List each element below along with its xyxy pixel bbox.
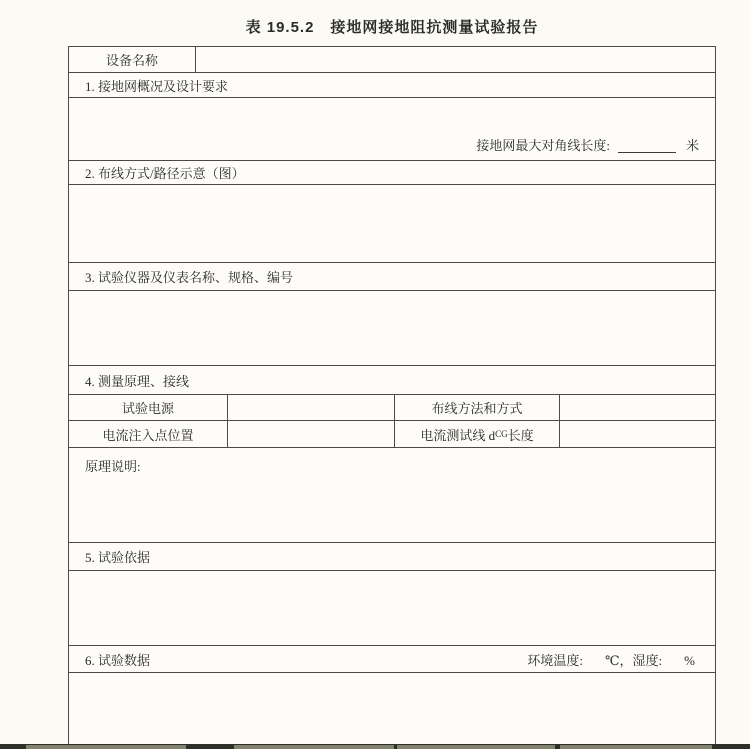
current-test-lead-length-label bbox=[395, 421, 560, 447]
section-6-header: 6. 试验数据 bbox=[85, 652, 151, 668]
current-injection-point-value-cell bbox=[228, 421, 395, 447]
current-test-lead-length-value-cell bbox=[560, 421, 715, 447]
max-diagonal-blank-field bbox=[618, 138, 676, 153]
humidity-unit: % bbox=[684, 652, 695, 668]
section-6-header-row bbox=[69, 646, 715, 673]
scan-strip-segment bbox=[26, 745, 186, 749]
section-1-content-cell bbox=[69, 98, 715, 161]
ambient-temperature-label: 环境温度: bbox=[527, 652, 583, 668]
section-1-header: 1. 接地网概况及设计要求 bbox=[69, 73, 715, 98]
section-3-header: 3. 试验仪器及仪表名称、规格、编号 bbox=[69, 263, 715, 291]
wiring-method-label: 布线方法和方式 bbox=[395, 395, 560, 420]
scan-strip-segment bbox=[397, 745, 555, 749]
section-5-content-cell bbox=[69, 571, 715, 646]
section-4-subrow-1 bbox=[69, 395, 715, 421]
current-test-lead-subscript: CG bbox=[495, 429, 508, 439]
section-6-content-cell bbox=[69, 673, 715, 749]
wiring-method-value-cell bbox=[560, 395, 715, 420]
scan-edge-strip bbox=[0, 744, 750, 749]
test-power-label: 试验电源 bbox=[69, 395, 228, 420]
scan-strip-segment bbox=[560, 745, 712, 749]
section-2-header: 2. 布线方式/路径示意（图） bbox=[69, 161, 715, 185]
principle-explanation-cell bbox=[69, 448, 715, 543]
device-name-value-cell bbox=[196, 47, 715, 72]
page-title: 表 19.5.2 接地网接地阻抗测量试验报告 bbox=[245, 19, 539, 36]
section-2-content-cell bbox=[69, 185, 715, 263]
current-injection-point-label: 电流注入点位置 bbox=[69, 421, 228, 447]
section-5-header: 5. 试验依据 bbox=[69, 543, 715, 571]
principle-explanation-label: 原理说明: bbox=[85, 459, 141, 474]
max-diagonal-line bbox=[476, 135, 699, 154]
device-name-row bbox=[69, 47, 715, 73]
section-4-header: 4. 测量原理、接线 bbox=[69, 366, 715, 395]
current-test-lead-label-pre: 电流测试线 d bbox=[420, 427, 496, 443]
humidity-label: 湿度: bbox=[632, 652, 663, 668]
test-report-table bbox=[68, 46, 716, 749]
section-3-content-cell bbox=[69, 291, 715, 366]
temperature-unit: ℃， bbox=[604, 652, 633, 668]
environment-conditions-line bbox=[527, 650, 695, 669]
current-test-lead-label-post: 长度 bbox=[507, 427, 534, 443]
max-diagonal-label: 接地网最大对角线长度: bbox=[476, 138, 610, 153]
device-name-label: 设备名称 bbox=[69, 47, 196, 72]
section-4-subrow-2 bbox=[69, 421, 715, 448]
scan-strip-segment bbox=[234, 745, 394, 749]
max-diagonal-unit: 米 bbox=[685, 138, 699, 153]
test-power-value-cell bbox=[228, 395, 395, 420]
